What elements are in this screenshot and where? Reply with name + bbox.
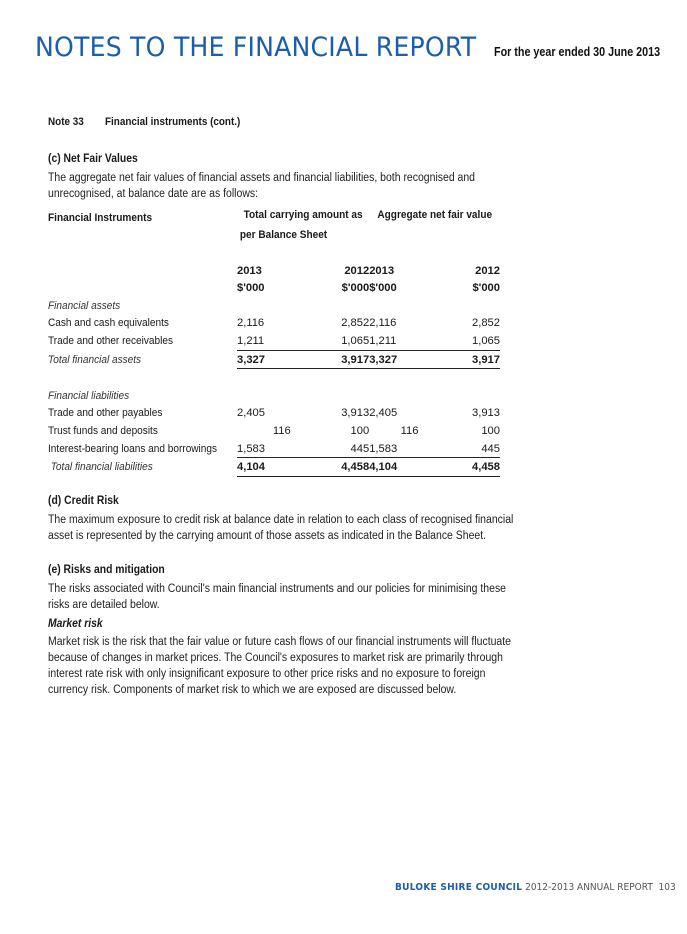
paragraph-line: Market risk is the risk that the fair value or future cash flows of our financial instruments will fluctuate bbox=[48, 635, 511, 648]
footer-report-title: 2012-2013 ANNUAL REPORT bbox=[525, 882, 653, 893]
paragraph-line: The aggregate net fair values of financial assets and financial liabilities, both recognised and bbox=[48, 172, 476, 184]
section-d-paragraph bbox=[48, 512, 578, 544]
paragraph-line: asset is represented by the carrying amount of those assets as indicated in the Balance Sheet. bbox=[48, 529, 487, 542]
cell-value: 2,852 bbox=[341, 317, 370, 330]
liabilities-heading-row bbox=[48, 387, 500, 405]
cell-value: 1,065 bbox=[472, 334, 500, 347]
section-e-paragraph bbox=[48, 581, 578, 613]
table-header-row-2 bbox=[48, 227, 500, 245]
note-heading bbox=[48, 116, 578, 132]
row-label: Total financial liabilities bbox=[50, 461, 153, 474]
total-value: 3,917 bbox=[297, 350, 370, 369]
year-header: 2013 bbox=[236, 264, 262, 277]
section-c-paragraph bbox=[48, 170, 578, 202]
market-risk-heading: Market risk bbox=[48, 617, 103, 630]
table-row bbox=[48, 405, 500, 423]
cell-value: 1,211 bbox=[369, 334, 397, 347]
total-liabilities-row bbox=[48, 458, 500, 477]
cell-value: 1,583 bbox=[369, 442, 398, 455]
table-row bbox=[48, 332, 500, 350]
section-c-heading: (c) Net Fair Values bbox=[48, 153, 138, 165]
cell-value: 2,405 bbox=[369, 407, 398, 420]
total-assets-row bbox=[48, 350, 500, 369]
cell-value: 2,852 bbox=[472, 317, 500, 330]
total-value: 3,327 bbox=[369, 350, 428, 369]
cell-value: 1,211 bbox=[236, 334, 265, 347]
paragraph-line: The maximum exposure to credit risk at balance date in relation to each class of recognised financial bbox=[48, 513, 514, 526]
paragraph-line: interest rate risk with only insignificant exposure to other price risks and no exposure to foreign bbox=[48, 667, 486, 680]
cell-value: 2,116 bbox=[236, 317, 265, 330]
row-label: Trust funds and deposits bbox=[48, 424, 158, 437]
total-value: 4,104 bbox=[237, 458, 297, 477]
liabilities-heading: Financial liabilities bbox=[48, 389, 130, 402]
year-header: 2012 bbox=[344, 264, 370, 277]
column-header-instruments: Financial Instruments bbox=[48, 211, 153, 224]
paragraph-line: The risks associated with Council's main financial instruments and our policies for minimising these bbox=[48, 582, 507, 595]
paragraph-line: risks are detailed below. bbox=[48, 598, 160, 611]
note-number: Note 33 bbox=[48, 116, 84, 128]
cell-value: 100 bbox=[481, 424, 500, 437]
column-group-carrying-amount: Total carrying amount as bbox=[243, 209, 363, 221]
table-row bbox=[48, 315, 500, 333]
note-title: Financial instruments (cont.) bbox=[105, 116, 241, 128]
assets-heading: Financial assets bbox=[48, 299, 121, 312]
footer-organisation: BULOKE SHIRE COUNCIL bbox=[395, 882, 523, 893]
row-label: Interest-bearing loans and borrowings bbox=[48, 442, 218, 455]
cell-value: 445 bbox=[350, 442, 370, 455]
table-row bbox=[48, 422, 500, 440]
cell-value: 116 bbox=[400, 424, 419, 437]
cell-value: 1,065 bbox=[341, 334, 370, 347]
assets-heading-row bbox=[48, 297, 500, 315]
page-subtitle: For the year ended 30 June 2013 bbox=[493, 45, 660, 59]
unit-header: $'000 bbox=[341, 282, 370, 295]
cell-value: 445 bbox=[481, 442, 500, 455]
total-value: 4,104 bbox=[369, 458, 428, 477]
page-title: NOTES TO THE FINANCIAL REPORT bbox=[35, 32, 477, 63]
row-label: Total financial assets bbox=[48, 353, 142, 366]
page-number: 103 bbox=[658, 882, 676, 893]
cell-value: 116 bbox=[272, 424, 291, 437]
cell-value: 100 bbox=[350, 424, 370, 437]
year-header-row bbox=[48, 262, 500, 280]
cell-value: 3,913 bbox=[341, 407, 370, 420]
row-label: Cash and cash equivalents bbox=[48, 317, 169, 330]
section-e-heading: (e) Risks and mitigation bbox=[48, 563, 165, 576]
total-value: 4,458 bbox=[297, 458, 370, 477]
total-value: 4,458 bbox=[429, 458, 501, 477]
column-group-carrying-amount-line2: per Balance Sheet bbox=[239, 229, 327, 242]
year-header: 2013 bbox=[369, 264, 395, 277]
unit-header: $'000 bbox=[369, 282, 397, 295]
section-d-heading: (d) Credit Risk bbox=[48, 494, 119, 507]
cell-value: 2,116 bbox=[369, 317, 397, 330]
total-value: 3,327 bbox=[237, 350, 297, 369]
financial-instruments-table bbox=[48, 209, 500, 477]
document-body bbox=[48, 116, 578, 698]
row-label: Trade and other payables bbox=[48, 407, 163, 420]
column-group-fair-value: Aggregate net fair value bbox=[377, 209, 492, 221]
paragraph-line: because of changes in market prices. The Council's exposures to market risk are primarily through bbox=[48, 651, 503, 664]
cell-value: 2,405 bbox=[236, 407, 265, 420]
unit-header: $'000 bbox=[472, 282, 500, 295]
page-footer bbox=[395, 882, 676, 893]
market-risk-paragraph bbox=[48, 634, 578, 698]
table-row bbox=[48, 440, 500, 458]
paragraph-line: unrecognised, at balance date are as follows: bbox=[48, 188, 259, 200]
paragraph-line: currency risk. Components of market risk to which we are exposed are discussed below. bbox=[48, 683, 457, 696]
total-value: 3,917 bbox=[429, 350, 501, 369]
unit-header: $'000 bbox=[236, 282, 265, 295]
page-header bbox=[35, 32, 687, 63]
cell-value: 1,583 bbox=[236, 442, 265, 455]
unit-header-row bbox=[48, 279, 500, 297]
table-header-row bbox=[48, 209, 500, 227]
cell-value: 3,913 bbox=[472, 407, 500, 420]
row-label: Trade and other receivables bbox=[48, 335, 174, 348]
year-header: 2012 bbox=[475, 264, 500, 277]
